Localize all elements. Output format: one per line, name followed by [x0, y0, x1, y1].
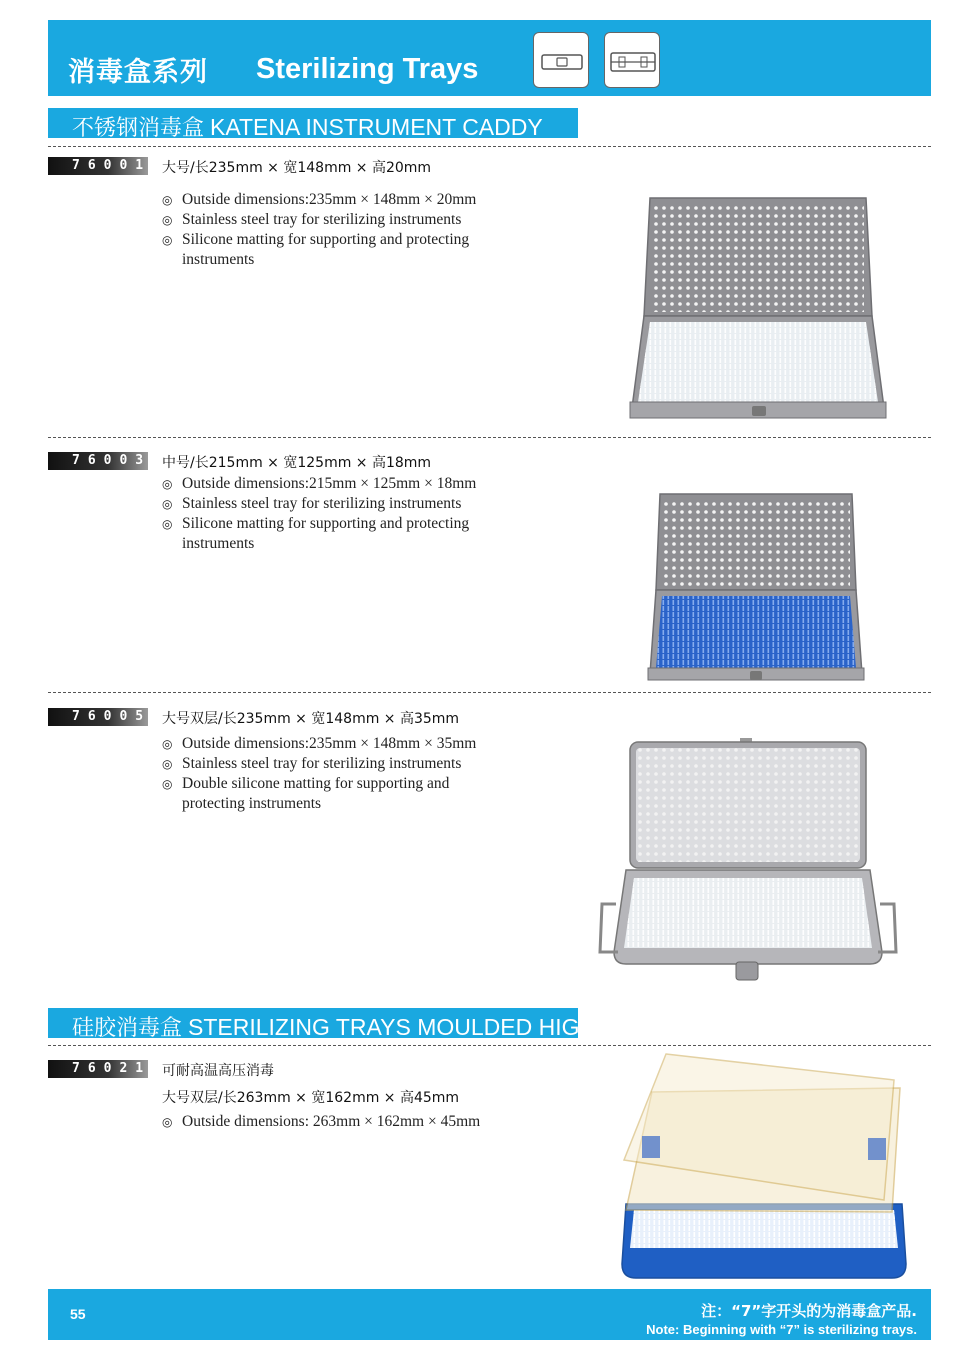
tray-photo-76005 — [596, 738, 900, 984]
section-title — [72, 1011, 596, 1042]
product-spec: 大号双层/长235mm × 宽148mm × 高35mm — [162, 711, 460, 727]
tray-photo-76003 — [646, 492, 866, 688]
page-header — [48, 20, 931, 96]
product-bullet-list — [162, 474, 512, 554]
product-code-tag: 76021 — [48, 1060, 148, 1078]
list-item: ◎ Silicone matting for supporting and protecting instruments — [162, 515, 470, 552]
header-title-cn: 消毒盒系列 — [68, 57, 208, 88]
circle-bullet-icon: ◎ — [162, 517, 173, 531]
section-bar-katena — [48, 108, 578, 141]
product-bullet-list — [162, 190, 512, 270]
product-spec-line1: 可耐高温高压消毒 — [162, 1063, 274, 1079]
circle-bullet-icon: ◎ — [162, 233, 173, 247]
closed-tray-icon — [533, 32, 589, 88]
list-item: ◎ Outside dimensions:235mm × 148mm × 20mm — [162, 191, 477, 208]
double-tray-icon — [604, 32, 660, 88]
list-item: ◎ Outside dimensions: 263mm × 162mm × 45mm — [162, 1113, 481, 1130]
list-item: ◎ Stainless steel tray for sterilizing instruments — [162, 495, 462, 512]
circle-bullet-icon: ◎ — [162, 777, 173, 791]
page-footer — [48, 1289, 931, 1340]
section-title-cn: 不锈钢消毒盒 — [72, 116, 205, 141]
section-title-cn: 硅胶消毒盒 — [72, 1016, 183, 1041]
page-number: 55 — [70, 1306, 86, 1322]
tray-photo-76021 — [612, 1052, 914, 1282]
section-title-en: KATENA INSTRUMENT CADDY — [210, 114, 543, 140]
list-item: ◎ Stainless steel tray for sterilizing instruments — [162, 211, 462, 228]
header-title-en: Sterilizing Trays — [256, 53, 479, 85]
footer-note-en: Note: Beginning with “7” is sterilizing trays. — [646, 1322, 917, 1337]
list-item: ◎ Silicone matting for supporting and protecting instruments — [162, 231, 470, 268]
footer-note-cn: 注：“7”字开头的为消毒盒产品. — [701, 1302, 917, 1320]
circle-bullet-icon: ◎ — [162, 477, 173, 491]
list-item: ◎ Outside dimensions:215mm × 125mm × 18mm — [162, 475, 477, 492]
list-item: ◎ Double silicone matting for supporting and protecting instruments — [162, 775, 450, 812]
product-bullet-list — [162, 734, 512, 814]
divider — [48, 1045, 931, 1046]
product-spec: 中号/长215mm × 宽125mm × 高18mm — [162, 455, 432, 471]
list-item: ◎ Stainless steel tray for sterilizing instruments — [162, 755, 462, 772]
divider — [48, 146, 931, 147]
divider — [48, 692, 931, 693]
divider — [48, 437, 931, 438]
product-code-tag: 76003 — [48, 452, 148, 470]
product-spec: 大号/长235mm × 宽148mm × 高20mm — [162, 160, 432, 176]
circle-bullet-icon: ◎ — [162, 193, 173, 207]
product-code-tag: 76005 — [48, 708, 148, 726]
section-title-en: STERILIZING TRAYS MOULDED HIGH — [188, 1014, 597, 1040]
circle-bullet-icon: ◎ — [162, 737, 173, 751]
circle-bullet-icon: ◎ — [162, 497, 173, 511]
circle-bullet-icon: ◎ — [162, 213, 173, 227]
product-spec: 大号双层/长263mm × 宽162mm × 高45mm — [162, 1090, 460, 1106]
circle-bullet-icon: ◎ — [162, 1115, 173, 1129]
product-code-tag: 76001 — [48, 157, 148, 175]
product-bullet-list — [162, 1112, 512, 1132]
circle-bullet-icon: ◎ — [162, 757, 173, 771]
section-title — [72, 111, 543, 142]
tray-photo-76001 — [628, 196, 888, 422]
list-item: ◎ Outside dimensions:235mm × 148mm × 35mm — [162, 735, 477, 752]
section-bar-silicone — [48, 1008, 597, 1041]
